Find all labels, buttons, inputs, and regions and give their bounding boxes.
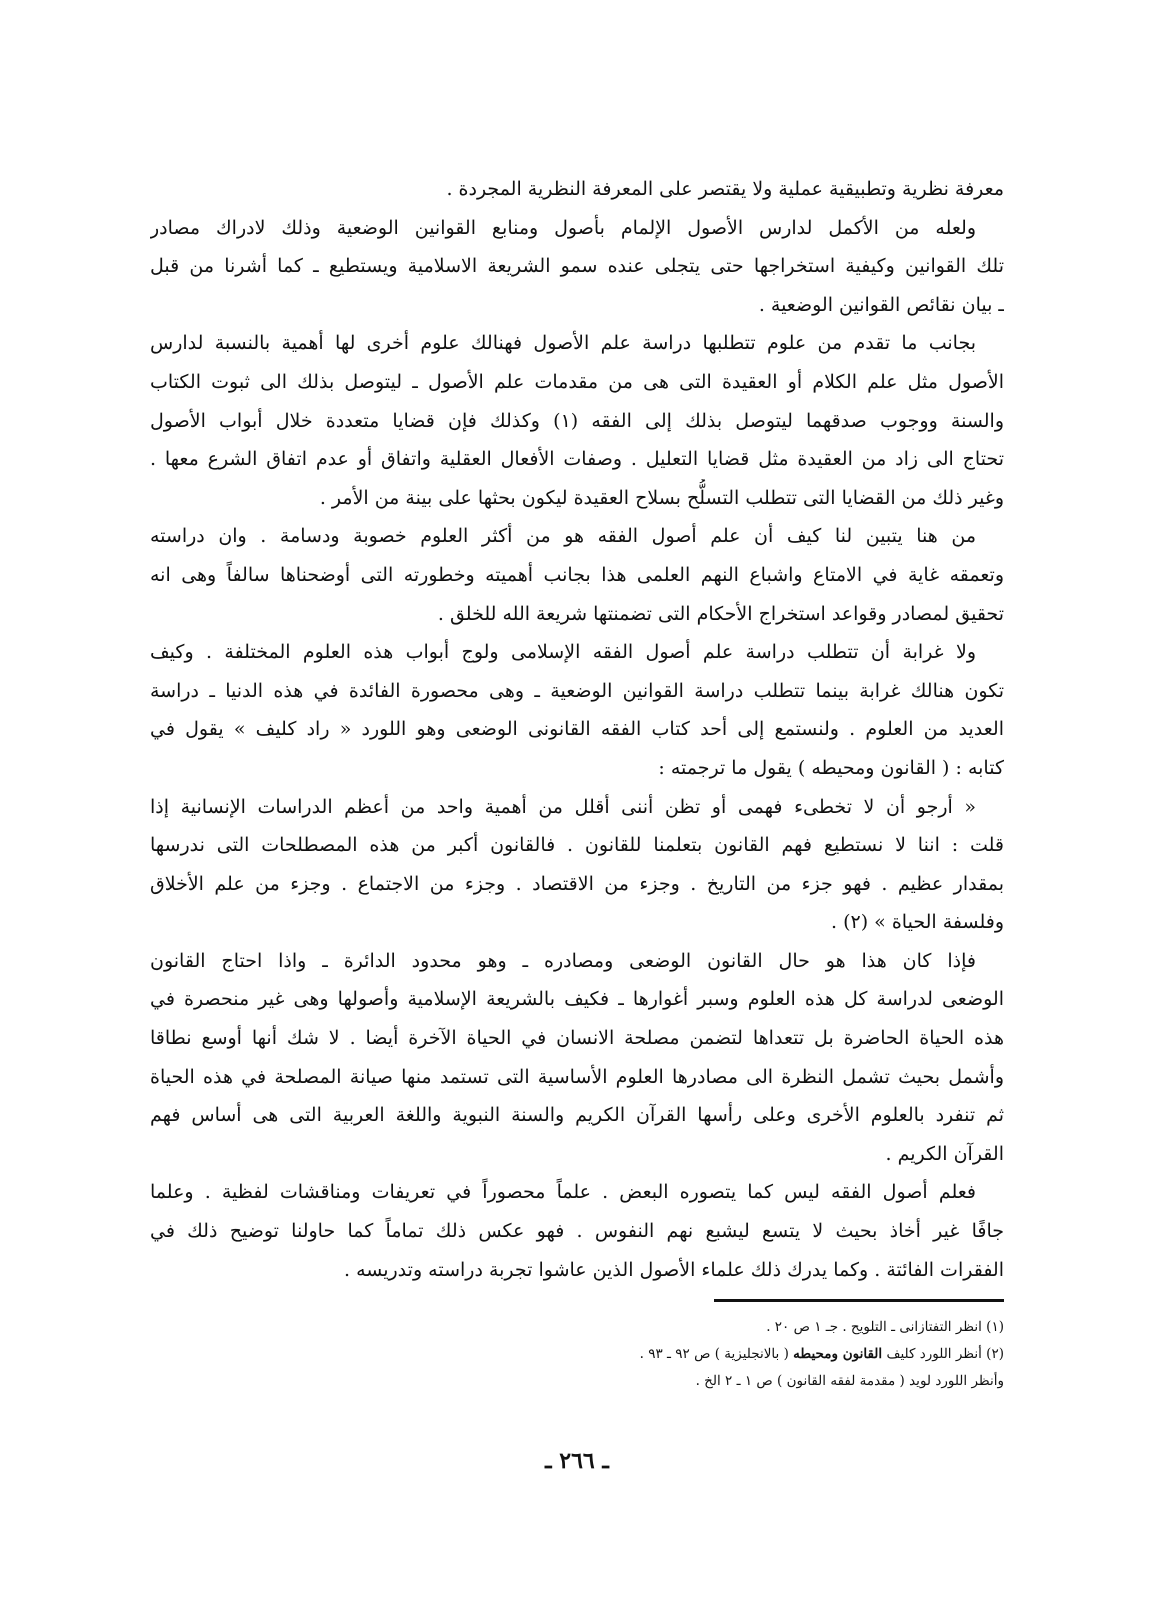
text-line: والسنة ووجوب صدقهما ليتوصل بذلك إلى الفقه (١) وكذلك فإن قضايا متعددة خلال أبواب الأصول [150, 409, 1004, 432]
text-line: ولعله من الأكمل لدارس الأصول الإلمام بأصول ومنابع القوانين الوضعية وذلك لادراك مصادر [150, 216, 976, 239]
text-line: ولا غرابة أن تتطلب دراسة علم أصول الفقه الإسلامى ولوج أبواب هذه العلوم المختلفة . وكيف [150, 641, 976, 664]
text-line: معرفة نظرية وتطبيقية عملية ولا يقتصر على المعرفة النظرية المجردة . [446, 178, 1004, 200]
text-line: بجانب ما تقدم من علوم تتطلبها دراسة علم الأصول فهنالك علوم أخرى لها أهمية بالنسبة لدارس [150, 332, 976, 355]
footnote-separator [714, 1299, 1004, 1302]
footnote-3: وأنظر اللورد لويد ( مقدمة لفقه القانون ) ص ١ ـ ٢ الخ . [695, 1373, 1004, 1390]
text-line: تكون هنالك غرابة بينما تتطلب دراسة القوانين الوضعية ـ وهى محصورة الفائدة في هذه الدنيا ـ دراسة [150, 679, 1004, 702]
text-line: وغير ذلك من القضايا التى تتطلب التسلُّح بسلاح العقيدة ليكون بحثها على بينة من الأمر . [319, 486, 1004, 509]
text-line: القرآن الكريم . [885, 1142, 1004, 1165]
footnote-2-prefix: (٢) أنظر اللورد كليف [886, 1346, 1004, 1363]
text-line: جافًا غير أخاذ بحيث لا يتسع ليشبع نهم النفوس . فهو عكس ذلك تماماً كما حاولنا توضيح ذلك في [150, 1220, 1004, 1243]
footnotes [150, 1314, 1004, 1395]
text-line: وتعمقه غاية في الامتاع واشباع النهم العلمى هذا بجانب أهميته وخطورته التى أوضحناها سالفاً وهى انه [150, 563, 1004, 586]
footnote-1: (١) انظر التفتازانى ـ التلويح . جـ ١ ص ٢٠ . [766, 1319, 1004, 1336]
text-line: قلت : اننا لا نستطيع فهم القانون بتعلمنا للقانون . فالقانون أكبر من هذه المصطلحات التى ندرسها [150, 834, 1004, 857]
text-line: وأشمل بحيث تشمل النظرة الى مصادرها العلوم الأساسية التى تستمد منها صيانة المصلحة في هذه الحياة [150, 1065, 1004, 1088]
text-line: كتابه : ( القانون ومحيطه ) يقول ما ترجمته : [658, 756, 1004, 779]
text-line: من هنا يتبين لنا كيف أن علم أصول الفقه هو من أكثر العلوم خصوبة ودسامة . وان دراسته [150, 525, 976, 548]
text-line: فإذا كان هذا هو حال القانون الوضعى ومصادره ـ وهو محدود الدائرة ـ واذا احتاج القانون [150, 949, 976, 972]
text-line: ثم تنفرد بالعلوم الأخرى وعلى رأسها القرآن الكريم والسنة النبوية واللغة العربية التى هى أساس فهم [150, 1104, 1004, 1127]
footnote-2-title: القانون ومحيطه [793, 1346, 883, 1363]
body-text [150, 170, 1004, 1289]
footnote-2-suffix: ( بالانجليزية ) ص ٩٢ ـ ٩٣ . [639, 1346, 789, 1363]
text-line: فعلم أصول الفقه ليس كما يتصوره البعض . علماً محصوراً في تعريفات ومناقشات لفظية . وعلما [150, 1181, 976, 1204]
text-line: تحتاج الى زاد من العقيدة مثل قضايا التعليل . وصفات الأفعال العقلية واتفاق أو عدم اتفاق الشرع معها . [150, 448, 1004, 471]
text-line: الوضعى لدراسة كل هذه العلوم وسبر أغوارها ـ فكيف بالشريعة الإسلامية وأصولها وهى غير منحصرة في [150, 988, 1004, 1011]
footnote-2 [150, 1341, 1004, 1368]
text-line: هذه الحياة الحاضرة بل تتعداها لتضمن مصلحة الانسان في الحياة الآخرة أيضا . لا شك أنها أوسع نطاقا [150, 1027, 1004, 1050]
text-line: « أرجو أن لا تخطىء فهمى أو تظن أننى أقلل من أهمية واحد من أعظم الدراسات الإنسانية إذا [150, 795, 976, 818]
page-number: ـ ٢٦٦ ـ [545, 1448, 609, 1474]
text-line: العديد من العلوم . ولنستمع إلى أحد كتاب الفقه القانونى الوضعى وهو اللورد « راد كليف » يقول في [150, 718, 1004, 741]
text-line: بمقدار عظيم . فهو جزء من التاريخ . وجزء من الاقتصاد . وجزء من الاجتماع . وجزء من علم الأخلاق [150, 872, 1004, 895]
text-line: وفلسفة الحياة » (٢) . [831, 911, 1004, 934]
text-line: تلك القوانين وكيفية استخراجها حتى يتجلى عنده سمو الشريعة الاسلامية ويستطيع ـ كما أشرنا من قبل [150, 255, 1004, 278]
text-line: الفقرات الفائتة . وكما يدرك ذلك علماء الأصول الذين عاشوا تجربة دراسته وتدريسه . [344, 1258, 1004, 1281]
text-line: ـ بيان نقائص القوانين الوضعية . [758, 293, 1004, 316]
text-line: الأصول مثل علم الكلام أو العقيدة التى هى من مقدمات علم الأصول ـ ليتوصل بذلك الى ثبوت الكتاب [150, 370, 1004, 393]
text-line: تحقيق لمصادر وقواعد استخراج الأحكام التى تضمنتها شريعة الله للخلق . [437, 602, 1004, 625]
